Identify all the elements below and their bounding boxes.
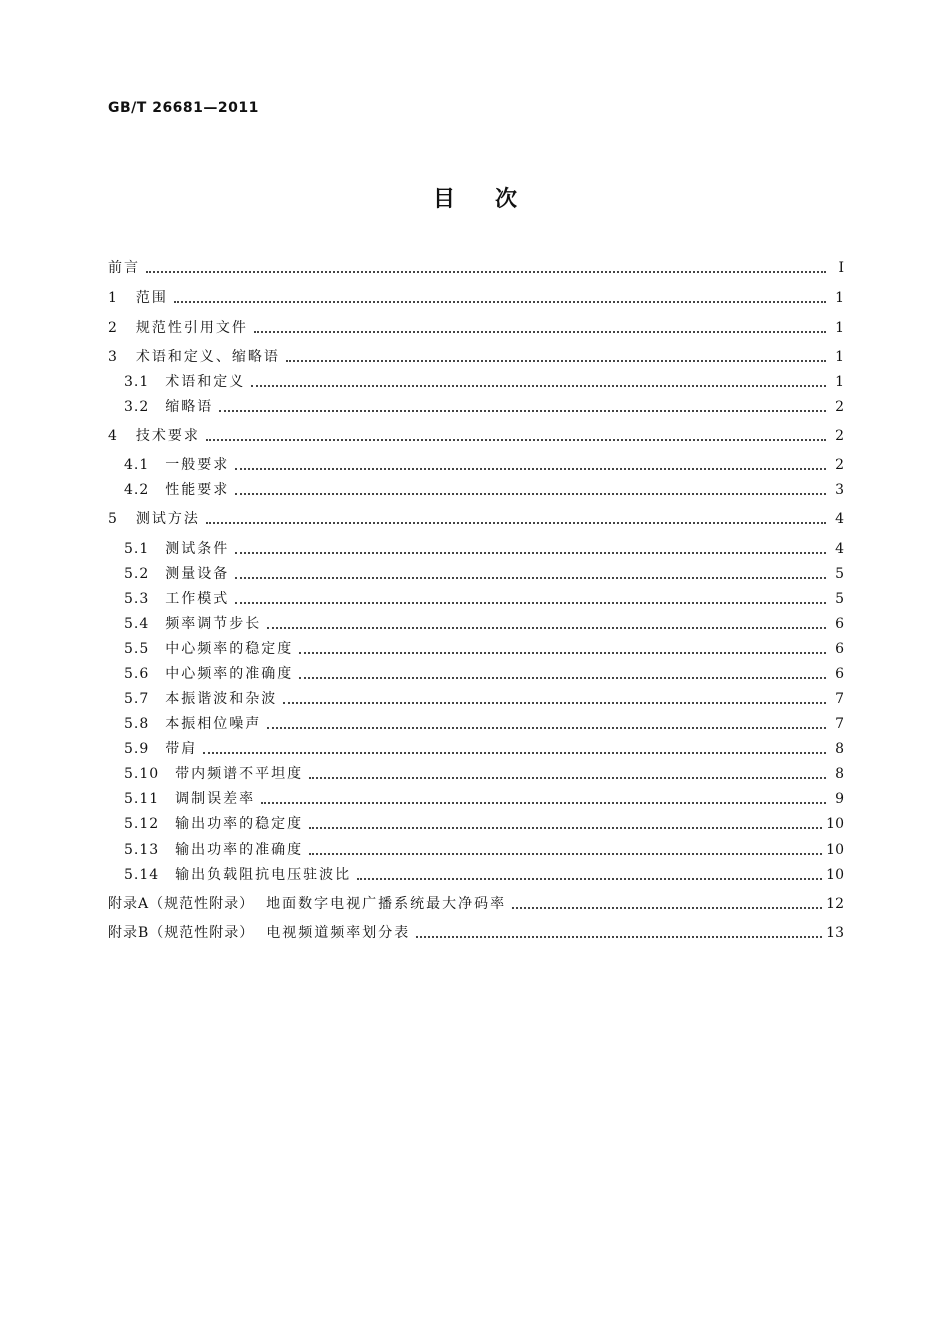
toc-entry[interactable] <box>108 509 844 529</box>
toc-entry-page: 10 <box>826 867 844 883</box>
dot-leader <box>235 467 826 470</box>
toc-entry-page: 1 <box>835 374 844 390</box>
toc-entry-number: 5.11 <box>124 791 160 807</box>
toc-entry-number: 附录A（规范性附录） <box>108 896 255 912</box>
toc-entry-page: 10 <box>826 816 844 832</box>
toc-entry-number: 5 <box>108 511 118 527</box>
dot-leader <box>267 726 826 729</box>
toc-entry[interactable] <box>108 714 844 734</box>
toc-entry-number: 3.2 <box>124 399 150 415</box>
toc-entry-label: 电视频道频率划分表 <box>266 925 411 941</box>
toc-entry-number: 5.6 <box>124 666 150 682</box>
dot-leader <box>512 906 822 909</box>
toc-entry-label: 中心频率的准确度 <box>165 666 294 682</box>
toc-entry-label: 术语和定义 <box>165 374 246 390</box>
toc-entry[interactable] <box>108 347 844 367</box>
toc-entry-page: 6 <box>835 641 844 657</box>
toc-entry-number: 5.13 <box>124 842 160 858</box>
toc-entry[interactable] <box>108 814 844 834</box>
toc-entry-page: 2 <box>835 428 844 444</box>
toc-entry[interactable] <box>108 258 844 278</box>
toc-entry-page: 4 <box>835 541 844 557</box>
toc-entry-label: 频率调节步长 <box>165 616 262 632</box>
dot-leader <box>146 270 826 273</box>
dot-leader <box>309 852 822 855</box>
toc-entry[interactable] <box>108 480 844 500</box>
dot-leader <box>309 826 822 829</box>
dot-leader <box>267 626 826 629</box>
toc-entry-page: 10 <box>826 842 844 858</box>
dot-leader <box>203 751 826 754</box>
dot-leader <box>286 359 826 362</box>
toc-entry[interactable] <box>108 539 844 559</box>
toc-entry-number: 5.14 <box>124 867 160 883</box>
toc-entry[interactable] <box>108 455 844 475</box>
toc-entry[interactable] <box>108 372 844 392</box>
toc-entry-number: 5.4 <box>124 616 150 632</box>
dot-leader <box>206 438 826 441</box>
toc-entry-number: 3 <box>108 349 118 365</box>
toc-entry[interactable] <box>108 589 844 609</box>
toc-entry-label: 输出功率的稳定度 <box>175 816 304 832</box>
dot-leader <box>261 801 826 804</box>
toc-entry[interactable] <box>108 689 844 709</box>
toc-entry-number: 4.2 <box>124 482 150 498</box>
dot-leader <box>235 551 826 554</box>
toc-entry-page: 2 <box>835 457 844 473</box>
toc-entry-page: 5 <box>835 591 844 607</box>
toc-entry-number: 5.1 <box>124 541 150 557</box>
toc-entry[interactable] <box>108 426 844 446</box>
toc-entry-label: 调制误差率 <box>175 791 256 807</box>
toc-entry-label: 范围 <box>135 290 168 306</box>
toc-entry-label: 地面数字电视广播系统最大净码率 <box>266 896 507 912</box>
toc-entry-page: 7 <box>835 716 844 732</box>
toc-entry-page: 3 <box>835 482 844 498</box>
toc-entry-label: 本振谐波和杂波 <box>165 691 278 707</box>
page-title: 目次 <box>432 187 557 212</box>
dot-leader <box>235 601 826 604</box>
dot-leader <box>299 676 826 679</box>
toc-entry-number: 5.3 <box>124 591 150 607</box>
toc-entry-number: 5.10 <box>124 766 160 782</box>
dot-leader <box>416 935 822 938</box>
toc-entry-label: 工作模式 <box>165 591 230 607</box>
toc-entry-page: 2 <box>835 399 844 415</box>
toc-entry-page: 13 <box>826 925 844 941</box>
toc-entry-label: 前言 <box>108 260 140 276</box>
toc-entry[interactable] <box>108 664 844 684</box>
toc-entry-number: 3.1 <box>124 374 150 390</box>
toc-entry[interactable] <box>108 764 844 784</box>
dot-leader <box>174 300 826 303</box>
toc-entry[interactable] <box>108 614 844 634</box>
toc-entry-page: 4 <box>835 511 844 527</box>
toc-entry[interactable] <box>108 318 844 338</box>
toc-entry-label: 带肩 <box>165 741 198 757</box>
dot-leader <box>251 384 826 387</box>
toc-entry-label: 技术要求 <box>135 428 200 444</box>
dot-leader <box>235 492 826 495</box>
toc-entry[interactable] <box>108 789 844 809</box>
toc-entry[interactable] <box>108 288 844 308</box>
toc-entry-page: 6 <box>835 666 844 682</box>
toc-entry-page: 9 <box>835 791 844 807</box>
standard-code: GB/T 26681—2011 <box>108 100 259 116</box>
toc-entry-page: 12 <box>826 896 844 912</box>
toc-entry[interactable] <box>108 397 844 417</box>
dot-leader <box>299 651 826 654</box>
toc-entry-number: 5.12 <box>124 816 160 832</box>
toc-entry-number: 5.9 <box>124 741 150 757</box>
toc-entry[interactable] <box>108 894 844 914</box>
toc-entry-number: 2 <box>108 320 118 336</box>
dot-leader <box>219 409 826 412</box>
toc-entry[interactable] <box>108 840 844 860</box>
dot-leader <box>357 877 822 880</box>
toc-entry-page: 8 <box>835 766 844 782</box>
toc-entry-number: 5.2 <box>124 566 150 582</box>
toc-entry[interactable] <box>108 564 844 584</box>
toc-entry-page: 6 <box>835 616 844 632</box>
toc-entry-number: 4.1 <box>124 457 150 473</box>
toc-entry-label: 一般要求 <box>165 457 230 473</box>
toc-entry-label: 缩略语 <box>165 399 214 415</box>
toc-entry-page: 8 <box>835 741 844 757</box>
toc-entry-label: 输出负载阻抗电压驻波比 <box>175 867 352 883</box>
toc-entry-number: 附录B（规范性附录） <box>108 925 255 941</box>
toc-entry-page: 5 <box>835 566 844 582</box>
toc-entry-label: 测试方法 <box>135 511 200 527</box>
dot-leader <box>206 521 826 524</box>
toc-entry-label: 测试条件 <box>165 541 230 557</box>
toc-entry-label: 测量设备 <box>165 566 230 582</box>
toc-entry-number: 4 <box>108 428 118 444</box>
dot-leader <box>283 701 826 704</box>
toc-entry-label: 本振相位噪声 <box>165 716 262 732</box>
toc-entry-number: 1 <box>108 290 118 306</box>
dot-leader <box>254 330 826 333</box>
toc-entry-label: 带内频谱不平坦度 <box>175 766 304 782</box>
toc-entry-page: 1 <box>835 349 844 365</box>
dot-leader <box>309 776 826 779</box>
dot-leader <box>235 576 826 579</box>
toc-entry[interactable] <box>108 923 844 943</box>
toc-entry-label: 规范性引用文件 <box>135 320 248 336</box>
toc-entry-page: 1 <box>835 320 844 336</box>
toc-entry-number: 5.8 <box>124 716 150 732</box>
toc-entry-number: 5.5 <box>124 641 150 657</box>
toc-entry[interactable] <box>108 739 844 759</box>
toc-entry-number: 5.7 <box>124 691 150 707</box>
toc-entry-label: 术语和定义、缩略语 <box>135 349 280 365</box>
toc-entry-page: Ⅰ <box>838 260 844 276</box>
toc-entry[interactable] <box>108 865 844 885</box>
toc-entry-page: 7 <box>835 691 844 707</box>
toc-entry-page: 1 <box>835 290 844 306</box>
toc-entry-label: 中心频率的稳定度 <box>165 641 294 657</box>
toc-entry[interactable] <box>108 639 844 659</box>
toc-entry-label: 性能要求 <box>165 482 230 498</box>
toc-entry-label: 输出功率的准确度 <box>175 842 304 858</box>
